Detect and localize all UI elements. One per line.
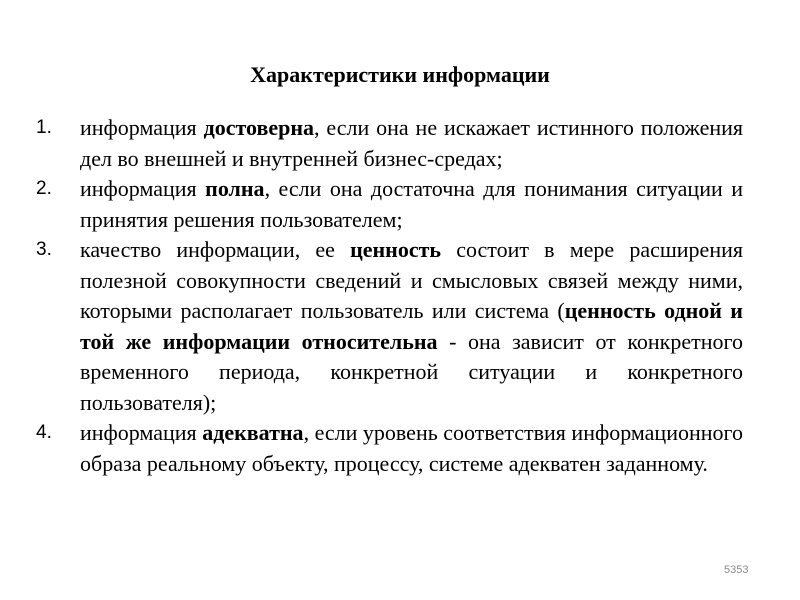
item-key-term: полна <box>205 176 265 201</box>
list-item-text <box>80 115 743 171</box>
slide-title: Характеристики информации <box>250 62 550 87</box>
item-text-segment: качество информации, ее <box>80 237 351 262</box>
item-key-term: ценность <box>350 237 442 262</box>
item-text-segment: , если она не искажает истинного положения дел во внешней и внутренней бизнес-средах; <box>80 115 743 171</box>
item-key-term: ценность одной и той же информации относительна <box>80 298 743 354</box>
item-text-segment: информация <box>80 420 203 445</box>
list-item-text <box>80 420 743 476</box>
item-key-term: достоверна <box>203 115 314 140</box>
slide-number: 5353 <box>724 564 749 576</box>
list-item-text <box>80 237 743 415</box>
characteristics-list <box>36 113 744 479</box>
list-item-text <box>80 176 743 232</box>
item-text-segment: информация <box>80 176 206 201</box>
item-text-segment: , если она достаточна для понимания ситуации и принятия решения пользователем; <box>80 176 743 232</box>
item-text-segment: информация <box>80 115 204 140</box>
list-item-number: 2. <box>36 178 52 199</box>
item-key-term: адекватна <box>202 420 304 445</box>
item-text-segment: состоит в мере расширения полезной совокупности сведений и смысловых связей между ними, которыми располагает пользователь или система ( <box>80 237 743 323</box>
item-text-segment: - она зависит от конкретного временного периода, конкретной ситуации и конкретного пользователя); <box>80 328 743 415</box>
list-item <box>36 418 744 479</box>
list-item <box>36 174 743 235</box>
list-item <box>36 113 743 174</box>
list-item-number: 4. <box>36 422 52 443</box>
item-text-segment: , если уровень соответствия информационного образа реальному объекту, процессу, системе адекватен заданному. <box>80 420 744 476</box>
list-item-number: 3. <box>36 239 52 260</box>
list-item <box>36 235 743 418</box>
list-item-number: 1. <box>36 117 52 138</box>
